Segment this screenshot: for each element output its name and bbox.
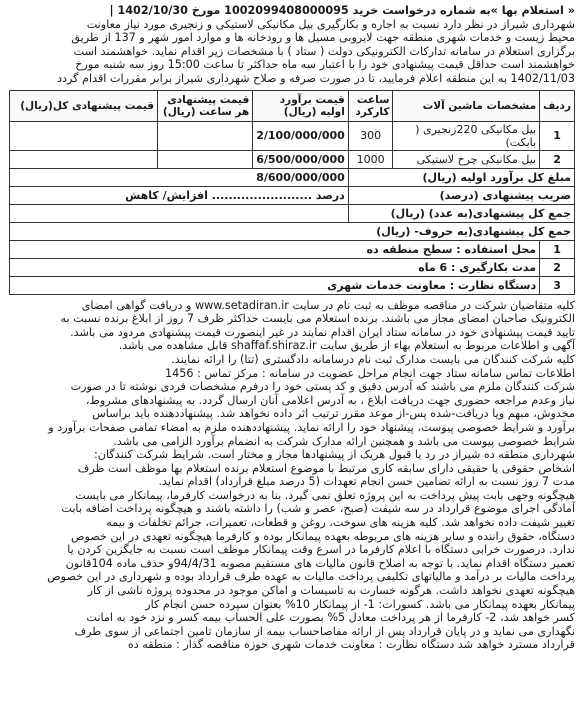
info-row-number: 1 bbox=[540, 240, 575, 258]
header-estimate: قیمت برآورد اولیه (ریال) bbox=[253, 90, 349, 121]
terms-line: آگهی و اطلاعات مربوط به استعلام بهاء از طریق سایت shaffaf.shiraz.ir قابل مشاهده می باشد. bbox=[118, 339, 575, 353]
intro-line: 1402/11/03 به این منطقه اعلام فرمایید، تا در صورت صرفه و صلاح شهرداری شیراز برابر مقررات اقدام گردد bbox=[57, 71, 575, 85]
terms-line: اشخاص حقوقی یا حقیقی دارای سابقه کاری مرتبط با موضوع استعلام برنده استعلام بها موظف است ظرف bbox=[77, 461, 575, 475]
machine-hours: 1000 bbox=[348, 150, 393, 168]
table-header-row bbox=[10, 90, 575, 121]
machine-description: بیل مکانیکی چرخ لاستیکی bbox=[393, 150, 540, 168]
intro-line: برگزاری استعلام در سامانه تدارکات الکترونیکی دولت ( ستاد ) با مشخصات زیر اقدام نماید. خواهشمند است bbox=[73, 44, 575, 58]
machine-description: بیل مکانیکی 220زنجیری ( بابکت) bbox=[393, 121, 540, 150]
row-number: 2 bbox=[540, 150, 575, 168]
terms-line: آمادگی اجرای موضوع قرارداد در سه شیفت (صبح، عصر و شب) را داشته باشند و هیچگونه پرداخت اضافه بابت bbox=[61, 502, 575, 516]
sum-value: 8/600/000/000 bbox=[10, 168, 349, 186]
intro-paragraph bbox=[6, 4, 575, 86]
info-row-number: 2 bbox=[540, 258, 575, 276]
sum-label: مبلغ کل برآورد اولیه (ریال) bbox=[348, 168, 574, 186]
terms-line: هیچگونه تعهدی نخواهد داشت. هرگونه خسارت به تاسیسات و اماکن موجود در محدوده پروژه ناشی از کار bbox=[87, 584, 575, 598]
terms-line: مخدوش، مبهم ویا دریافت-شده پس-از موعد مقرر ترتیب اثر داده نخواهد شد. پیشنهاددهنده باید براساس bbox=[92, 407, 575, 421]
terms-line: شرایط خصوصی پیوست می باشد و همچنین ارائه مدارک شرکت به انضمام برآورد الزامی می باشد. bbox=[113, 434, 575, 448]
header-description: مشخصات ماشین آلات bbox=[393, 90, 540, 121]
terms-line: دستگاه، حقوق راننده و سایر هزینه های مربوطه بعهده پیمانکار بوده و کارفرما هیچگونه تعهدی در این خصوص bbox=[70, 529, 575, 543]
terms-line: اطلاعات تماس سامانه ستاد جهت انجام مراحل عضویت در سامانه : مرکز تماس : 1456 bbox=[165, 366, 575, 380]
unit-price-cell[interactable] bbox=[158, 150, 253, 168]
info-row-number: 3 bbox=[540, 276, 575, 294]
terms-line: پرداخت مالیات بر درآمد و مالیاتهای تکلیفی پرداخت مالیات به عهده طرف قرارداد بوده و شهرداری در این خصوص bbox=[47, 570, 575, 584]
terms-line: شرکت کنندگان ملزم می باشند که آدرس دقیق و کد پستی خود را درفرم مشخصات فردی نوشته تا در صورت bbox=[70, 380, 575, 394]
info-location: محل استفاده : سطح منطقه ده bbox=[10, 240, 540, 258]
terms-line: شهرداری منطقه ده شیراز در رد یا قبول هریک از پیشنهادها مجاز و مختار است. شرایط شرکت کنندگان: bbox=[94, 448, 575, 462]
coefficient-label: ضریب پیشنهادی (درصد) bbox=[348, 186, 574, 204]
terms-line: هیچگونه وجهی بابت پیش پرداخت به این پروژه تعلق نمی گیرد. بنا به درخواست کارفرما، پیمانکار می بایست bbox=[75, 488, 575, 502]
table-row bbox=[10, 121, 575, 150]
info-row bbox=[10, 276, 575, 294]
coefficient-value[interactable]: درصد ........................ افزایش/ کاهش bbox=[10, 186, 349, 204]
intro-line: خواهشمند است حداقل قیمت پیشنهادی خود را با اعتبار سه ماه حداکثر تا ساعت 15:00 روز سه شنبه مورخ bbox=[75, 58, 575, 72]
machinery-table bbox=[9, 90, 575, 295]
header-row-number: ردیف bbox=[540, 90, 575, 121]
total-price-cell[interactable] bbox=[10, 150, 158, 168]
total-number-value[interactable] bbox=[10, 204, 349, 222]
header-hours: ساعت کارکرد bbox=[348, 90, 393, 121]
intro-line: محیط زیست و خدمات شهری منطقه جهت لایروبی مسیل ها و رودخانه ها و موارد امور شهر و 137 از طریق bbox=[71, 31, 575, 45]
header-unit-price: قیمت پیشنهادی هر ساعت (ریال) bbox=[158, 90, 253, 121]
total-number-label: جمع کل پیشنهادی(به عدد) (ریال) bbox=[348, 204, 574, 222]
unit-price-cell[interactable] bbox=[158, 121, 253, 150]
machine-hours: 300 bbox=[348, 121, 393, 150]
terms-line: برآورد و شرایط خصوصی پیوست، پیشنهاد خود را ارائه نماید. پیشنهاددهنده ملزم به امضاء تمامی صفحات برآورد و bbox=[48, 420, 575, 434]
terms-line: مدت 7 روز نسبت به ارائه تضامین حسن انجام تعهدات (5 درصد مبلغ قرارداد) اقدام نماید. bbox=[158, 475, 575, 489]
terms-line: کلیه شرکت کنندگان می بایست مدارک ثبت نام درسامانه دادگستری (تتا) را ارائه نمایند. bbox=[171, 352, 575, 366]
terms-line: نیاز وعدم مراجعه حضوری جهت دریافت ابلاغ ، به آدرس اعلامی آنان ارسال گردد. به پیشنهادهای مشروط، bbox=[85, 393, 575, 407]
terms-line: کسر خواهد شد، 2- کارفرما از هر پرداخت معادل 5% بصورت علی الحساب بیمه کسر و نزد خود به امانت bbox=[86, 611, 575, 625]
table-row bbox=[10, 150, 575, 168]
terms-line: تعمیر دستگاه اقدام نماید. با توجه به اصلاح قانون مالیات های مستقیم مصوبه 94/4/31و حذف ماده 104قانون bbox=[65, 556, 575, 570]
terms-line: تغییر شیفت داده نخواهد شد. کلیه هزینه های سوخت، روغن و قطعات، تعمیرات، جرائم تخلفات و بیمه bbox=[106, 516, 575, 530]
notice-heading: « استعلام بها »به شماره درخواست خرید 1002099408000095 مورخ 1402/10/30 | bbox=[109, 4, 575, 17]
header-total-price: قیمت پیشنهادی کل(ریال) bbox=[10, 90, 158, 121]
sum-row bbox=[10, 168, 575, 186]
total-words-row bbox=[10, 222, 575, 240]
terms-paragraph bbox=[6, 299, 575, 652]
total-price-cell[interactable] bbox=[10, 121, 158, 150]
terms-line: الکترونیک صاحبان امضای مجاز می باشند. برنده استعلام می بایست حداکثر ظرف 7 روز از ابلاغ برنده نسبت به bbox=[60, 312, 575, 326]
row-number: 1 bbox=[540, 121, 575, 150]
intro-line: شهرداری شیراز در نظر دارد نسبت به اجاره و بکارگیری بیل مکانیکی لاستیکی و زنجیری مورد نیاز معاونت bbox=[86, 17, 575, 31]
coefficient-row bbox=[10, 186, 575, 204]
terms-line: پیمانکار بعهده پیمانکار می باشد. کسورات: 1- از پیمانکار 10% بعنوان سپرده حسن انجام کار bbox=[145, 597, 575, 611]
machine-estimate: 6/500/000/000 bbox=[253, 150, 349, 168]
terms-line: کلیه متقاضیان شرکت در مناقصه موظف به ثبت نام در سایت www.setadiran.ir و دریافت گواهی امضای bbox=[81, 298, 575, 312]
machine-estimate: 2/100/000/000 bbox=[253, 121, 349, 150]
total-words-label: جمع کل پیشنهادی(به حروف- (ریال) bbox=[10, 222, 575, 240]
terms-line: نگهداری می نماید و در پایان قرارداد پس از ارائه مفاصاحساب بیمه از سازمان تامین اجتماعی از سوی طرف bbox=[74, 624, 575, 638]
info-row bbox=[10, 258, 575, 276]
info-duration: مدت بکارگیری : 6 ماه bbox=[10, 258, 540, 276]
info-supervisor: دستگاه نظارت : معاونت خدمات شهری bbox=[10, 276, 540, 294]
terms-line: تایید قیمت پیشنهادی خود در سامانه ستاد ایران اقدام نمایند در غیر اینصورت قیمت پیشنهادی مردود می باشد. bbox=[70, 325, 575, 339]
terms-line: قرارداد مسترد خواهد شد دستگاه نظارت : معاونت خدمات شهری حوزه مناقصه گذار : منطقه ده bbox=[127, 638, 575, 652]
terms-line: ندارد. درصورت خرابی دستگاه با اعلام کارفرما در اسرع وقت پیمانکار موظف است نسبت به جایگزین کردن یا bbox=[67, 543, 575, 557]
info-row bbox=[10, 240, 575, 258]
total-number-row bbox=[10, 204, 575, 222]
